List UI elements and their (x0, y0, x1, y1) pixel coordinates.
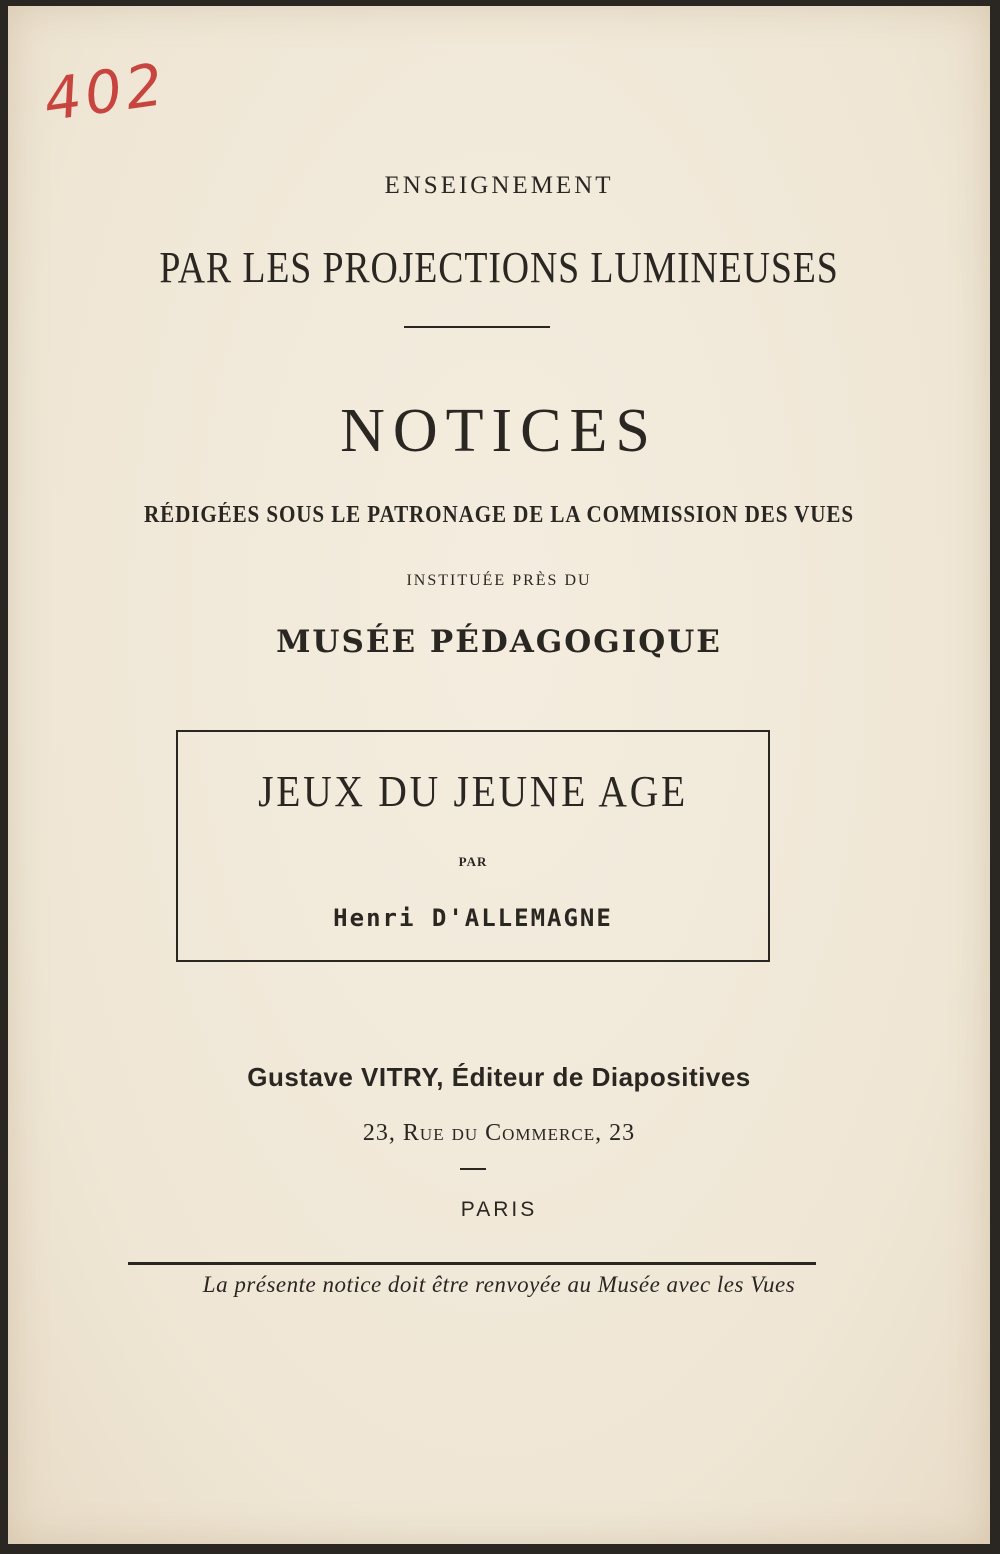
header-line2: PAR LES PROJECTIONS LUMINEUSES (159, 243, 839, 292)
museum-name: MUSÉE PÉDAGOGIQUE (276, 624, 722, 660)
by-label: PAR (458, 854, 488, 869)
publisher-city: PARIS (460, 1198, 538, 1221)
document-page (8, 6, 990, 1544)
instituted-line: INSTITUÉE PRÈS DU (406, 572, 592, 589)
title-box (176, 730, 770, 962)
short-divider (460, 1168, 486, 1170)
footer-notice: La présente notice doit être renvoyée au Musée avec les Vues (202, 1272, 796, 1297)
publisher-name: Gustave VITRY, Éditeur de Diapositives (247, 1062, 751, 1092)
subtitle: RÉDIGÉES SOUS LE PATRONAGE DE LA COMMISSION DES VUES (143, 502, 855, 528)
main-title: NOTICES (340, 397, 658, 465)
work-title: JEUX DU JEUNE AGE (258, 767, 688, 816)
footer-rule (128, 1262, 816, 1265)
author-name: Henri D'ALLEMAGNE (333, 904, 613, 932)
publisher-address: 23, Rue du Commerce, 23 (362, 1120, 636, 1146)
divider (404, 326, 550, 328)
header-line1: ENSEIGNEMENT (384, 172, 614, 199)
handwritten-number: 402 (39, 49, 171, 135)
